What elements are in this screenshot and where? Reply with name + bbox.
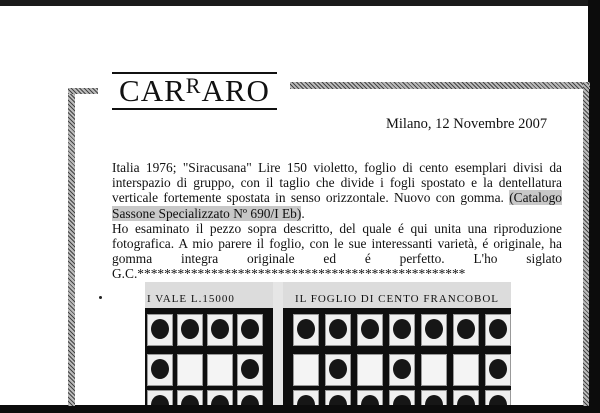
stamp — [357, 314, 383, 346]
stamp-blank — [421, 354, 447, 386]
carraro-logo — [112, 68, 277, 112]
description-paragraph: Italia 1976; "Siracusana" Lire 150 violetto, foglio di cento esemplari divisi da interspazio di gruppo, con il taglio che divide i fogli spostato e la dentellatura verticale fortemente spostata in senso orizzontale. Nuovo con gomma. (Catalogo Sassone Specializzato Nº 690/I Eb). — [112, 160, 562, 221]
stamp — [325, 390, 351, 405]
frame-border-top-left — [68, 88, 98, 94]
stamp-blank — [177, 354, 203, 386]
stamp — [147, 354, 173, 386]
stamp — [293, 390, 319, 405]
stamp — [389, 314, 415, 346]
stamp — [147, 390, 173, 405]
sheet-header-left: I VALE L.15000 — [147, 293, 235, 305]
sheet-header-right: IL FOGLIO DI CENTO FRANCOBOL — [295, 293, 499, 305]
stamp — [237, 390, 263, 405]
scan-edge-right — [588, 0, 600, 413]
scan-edge-top — [0, 0, 600, 6]
stamp-blank — [453, 354, 479, 386]
stamp — [453, 390, 479, 405]
stamp-row — [145, 314, 511, 348]
speck — [99, 296, 102, 299]
frame-border-left — [68, 88, 75, 406]
stamp — [237, 354, 263, 386]
stamp — [237, 314, 263, 346]
stamp-row — [145, 354, 511, 388]
stamp — [485, 314, 511, 346]
stamp — [325, 314, 351, 346]
logo-text: $CAR^RARO$ — [119, 73, 270, 108]
stamp — [207, 390, 233, 405]
stamp — [357, 390, 383, 405]
catalog-reference: (Catalogo Sassone Specializzato Nº 690/I Eb) — [112, 190, 562, 221]
stamp — [389, 354, 415, 386]
frame-border-right — [583, 82, 589, 406]
opinion-paragraph: Ho esaminato il pezzo sopra descritto, del quale é qui unita una riproduzione fotografica. A mio parere il foglio, con le sue interessanti varietà, é originale, ha gomma integra originale ed é perfetto. L'ho siglato G.C.************************************************* — [112, 220, 562, 282]
stamp — [485, 354, 511, 386]
sheet-margin-header — [145, 282, 511, 308]
certificate-body — [112, 160, 562, 282]
stamp — [453, 314, 479, 346]
stamp — [293, 314, 319, 346]
stamp — [389, 390, 415, 405]
scan-edge-bottom — [0, 405, 600, 413]
stamp-row — [145, 390, 511, 405]
stamp — [177, 390, 203, 405]
stamp — [177, 314, 203, 346]
frame-border-top-right — [290, 82, 590, 89]
stamp-blank — [293, 354, 319, 386]
stamp — [421, 390, 447, 405]
stamp-blank — [207, 354, 233, 386]
stamp — [421, 314, 447, 346]
stamp — [207, 314, 233, 346]
stamp — [325, 354, 351, 386]
stamp-blank — [357, 354, 383, 386]
place-date: Milano, 12 Novembre 2007 — [386, 116, 548, 132]
stamp — [485, 390, 511, 405]
stamp-sheet-photo — [145, 282, 511, 405]
logo-rule-bottom — [112, 108, 277, 110]
stamp — [147, 314, 173, 346]
